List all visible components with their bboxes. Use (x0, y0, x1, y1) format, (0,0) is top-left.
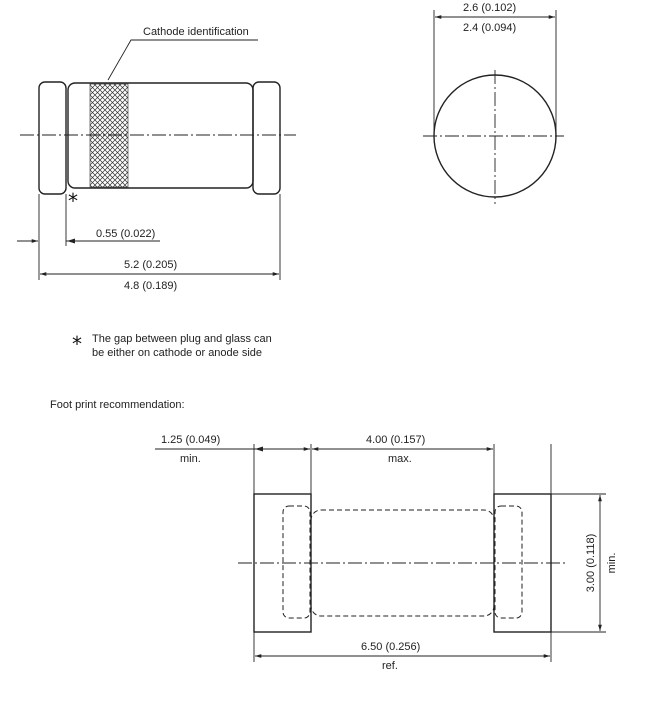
height-qual: min. (606, 552, 618, 574)
note-line-2: be either on cathode or anode side (92, 347, 263, 359)
left-end-cap (39, 82, 66, 194)
footprint-title: Foot print recommendation: (50, 399, 185, 411)
gap-note (72, 332, 272, 359)
diameter-min-label: 2.4 (0.094) (463, 22, 517, 34)
total-qual: ref. (382, 660, 398, 672)
pad-width-arrowhead (255, 447, 263, 452)
gap-dim-label: 0.55 (0.022) (96, 228, 156, 240)
pad-width-label: 1.25 (0.049) (161, 434, 221, 446)
gap-dim-arrowhead (67, 239, 75, 244)
right-end-cap (253, 82, 280, 194)
diameter-max-label: 2.6 (0.102) (463, 2, 517, 14)
cathode-leader (108, 40, 258, 80)
total-label: 6.50 (0.256) (361, 641, 421, 653)
cathode-label: Cathode identification (143, 26, 249, 38)
footprint-gap-label: 4.00 (0.157) (366, 434, 426, 446)
side-view (17, 26, 296, 292)
height-label: 3.00 (0.118) (585, 533, 597, 593)
footprint-section (50, 399, 618, 672)
length-max-label: 5.2 (0.205) (124, 259, 178, 271)
gap-marker: * (68, 189, 78, 213)
end-view (423, 2, 564, 204)
component-outline-right-cap (495, 506, 522, 618)
note-marker: * (72, 332, 82, 356)
footprint-gap-qual: max. (388, 453, 412, 465)
pad-width-qual: min. (180, 453, 201, 465)
length-min-label: 4.8 (0.189) (124, 280, 178, 292)
cathode-band (90, 84, 128, 187)
note-line-1: The gap between plug and glass can (92, 333, 272, 345)
component-outline-left-cap (283, 506, 310, 618)
